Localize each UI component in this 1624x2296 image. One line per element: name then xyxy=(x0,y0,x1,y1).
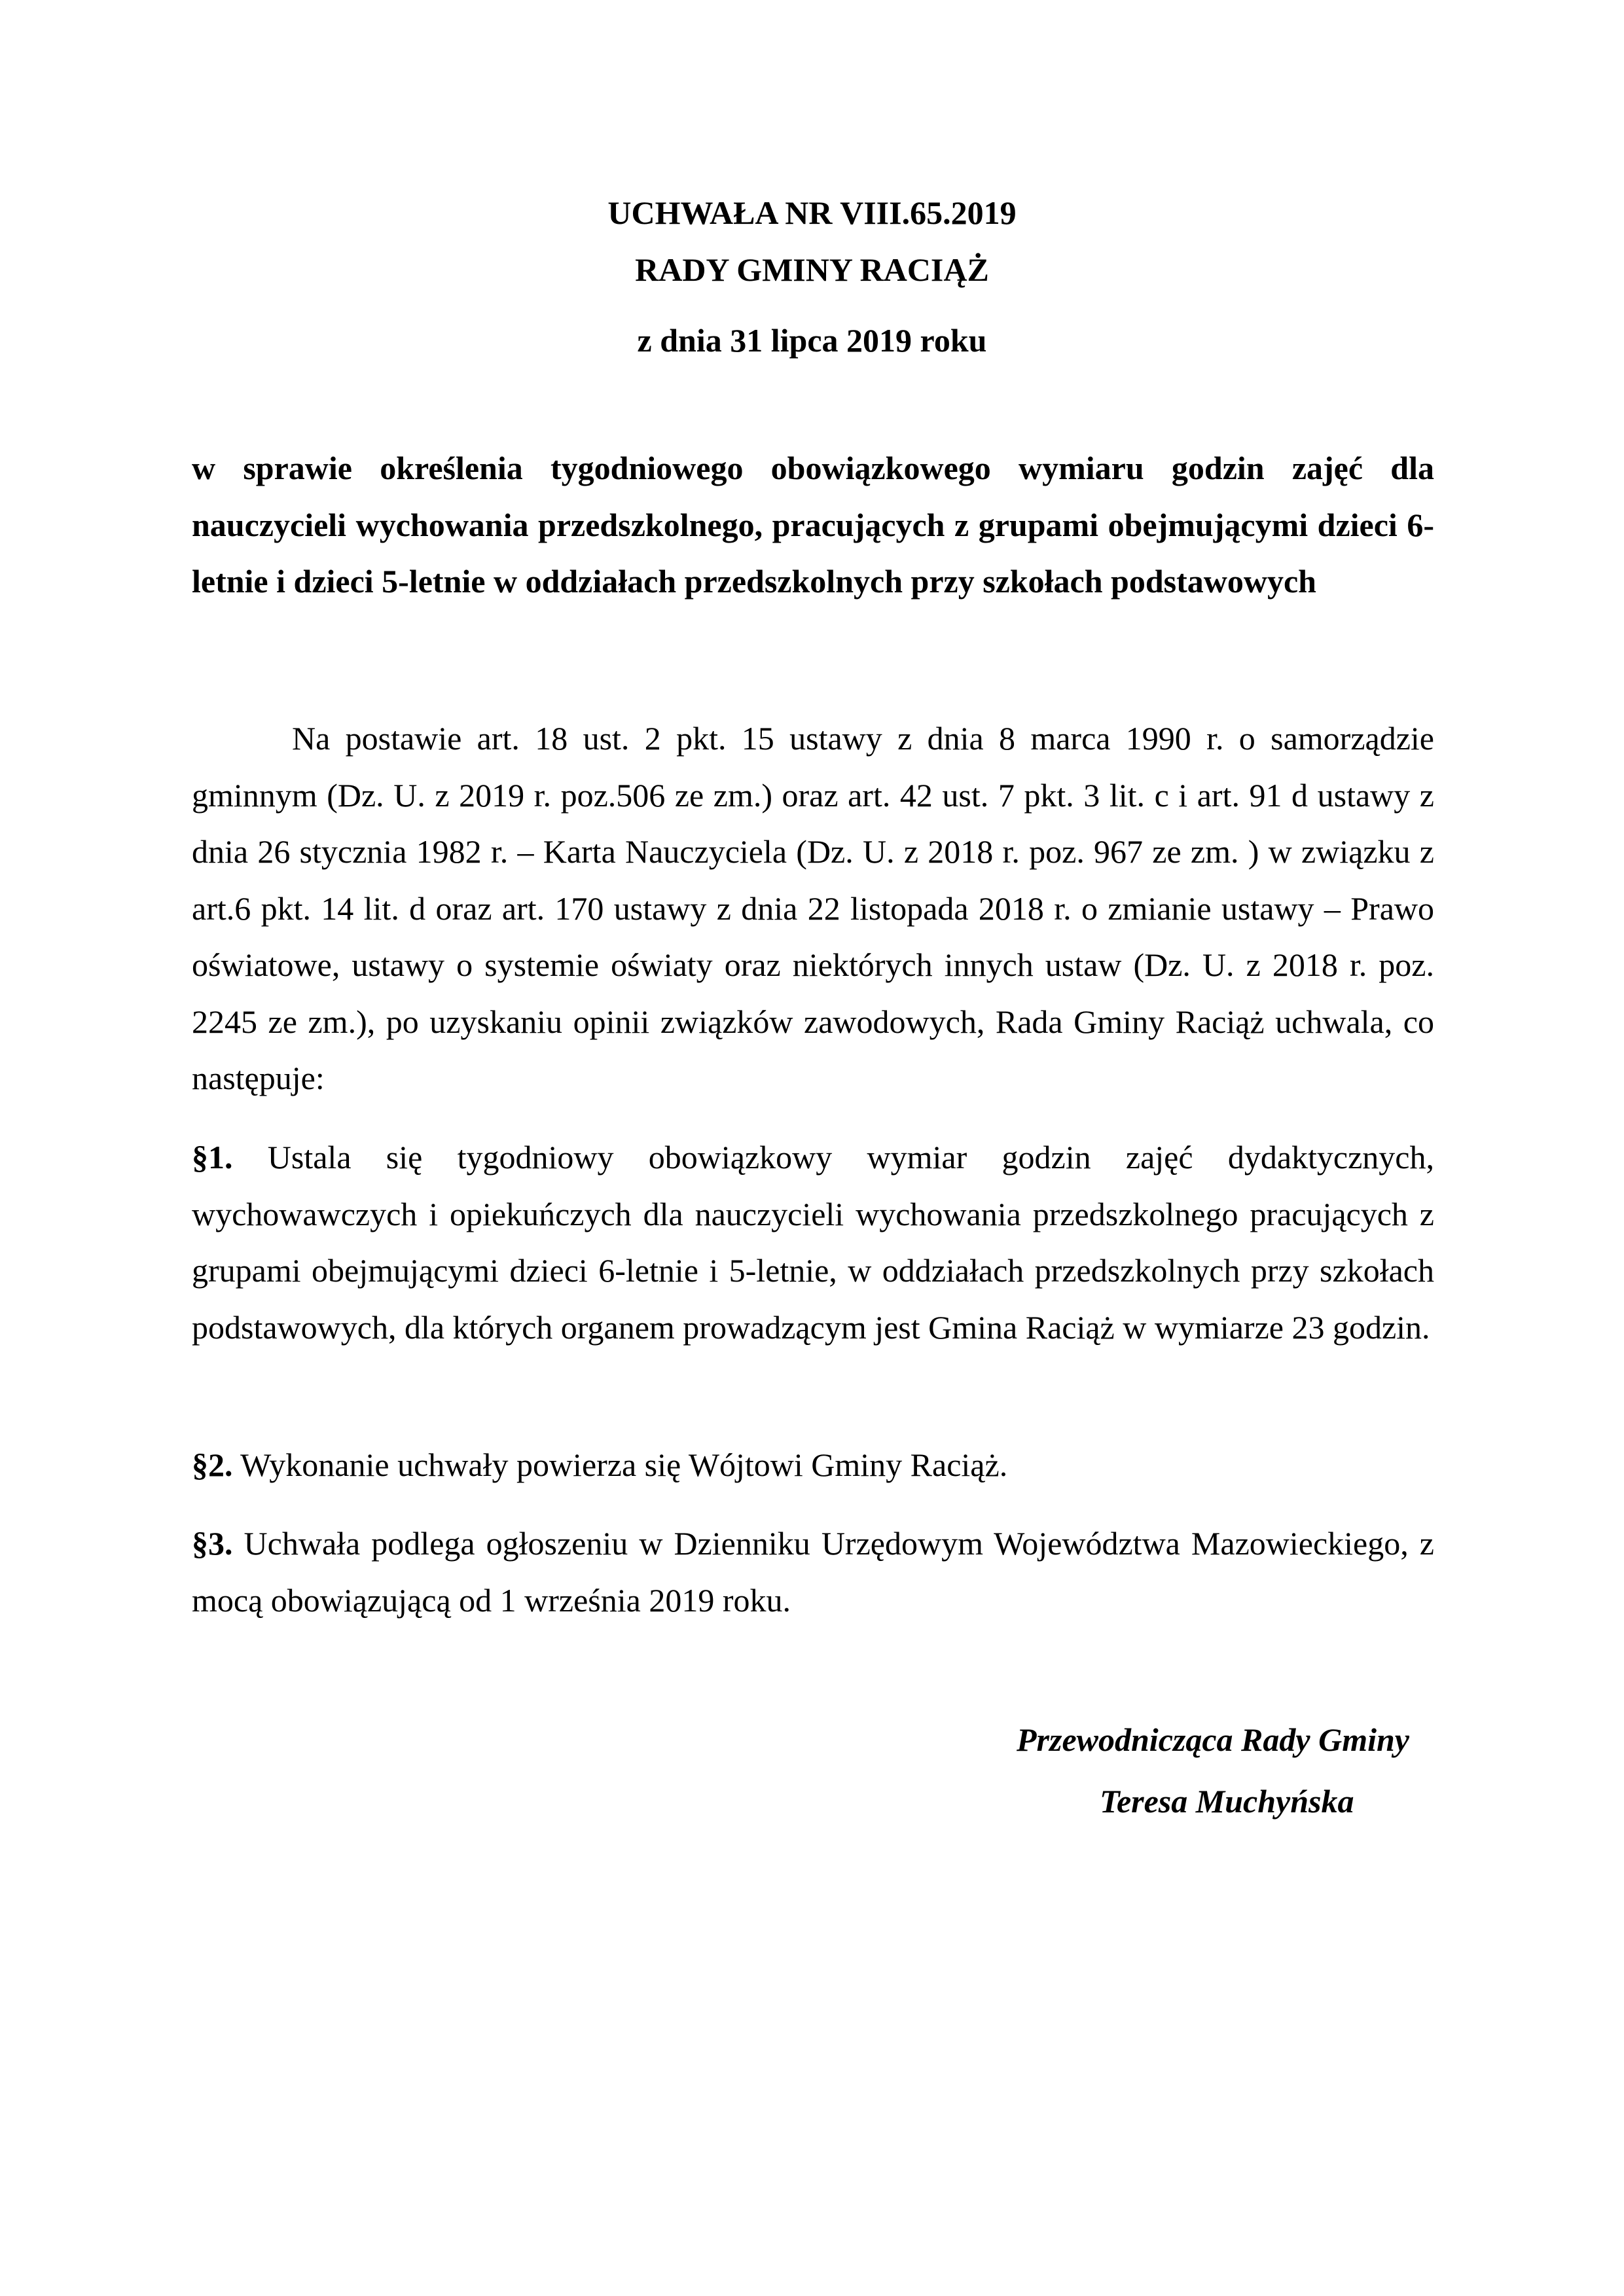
section-1-mark: §1. xyxy=(192,1139,233,1175)
section-3 xyxy=(192,1515,1434,1628)
resolution-number: UCHWAŁA NR VIII.65.2019 xyxy=(607,194,1017,231)
legal-basis-preamble: Na postawie art. 18 ust. 2 pkt. 15 ustawy z dnia 8 marca 1990 r. o samorządzie gminnym (Dz. U. z 2019 r. poz.506 ze zm.) oraz art. 42 ust. 7 pkt. 3 lit. c i art. 91 d ustawy z dnia 26 stycznia 1982 r. – Karta Nauczyciela (Dz. U. z 2018 r. poz. 967 ze zm. ) w związku z art.6 pkt. 14 lit. d oraz art. 170 ustawy z dnia 22 listopada 2018 r. o zmianie ustawy – Prawo oświatowe, ustawy o systemie oświaty oraz niektórych innych ustaw (Dz. U. z 2018 r. poz. 2245 ze zm.), po uzyskaniu opinii związków zawodowych, Rada Gminy Raciąż uchwala, co następuje: xyxy=(192,720,1434,1096)
signatory-title: Przewodnicząca Rady Gminy xyxy=(1017,1721,1409,1758)
section-2-text: Wykonanie uchwały powierza się Wójtowi Gminy Raciąż. xyxy=(232,1446,1008,1483)
section-3-paragraph xyxy=(192,1515,1434,1628)
section-2-paragraph xyxy=(192,1437,1434,1494)
resolution-date: z dnia 31 lipca 2019 roku xyxy=(637,322,987,359)
resolution-subject: w sprawie określenia tygodniowego obowiązkowego wymiaru godzin zajęć dla nauczycieli wychowania przedszkolnego, pracujących z grupami obejmującymi dzieci 6-letnie i dzieci 5-letnie w oddziałach przedszkolnych przy szkołach podstawowych xyxy=(192,450,1434,600)
section-2 xyxy=(192,1437,1434,1494)
issuing-body: RADY GMINY RACIĄŻ xyxy=(635,251,989,288)
section-2-mark: §2. xyxy=(192,1446,233,1483)
signatory-name: Teresa Muchyńska xyxy=(1100,1783,1354,1820)
section-1-paragraph xyxy=(192,1129,1434,1355)
section-1 xyxy=(192,1129,1434,1355)
section-1-text: Ustala się tygodniowy obowiązkowy wymiar godzin zajęć dydaktycznych, wychowawczych i opiekuńczych dla nauczycieli wychowania przedszkolnego pracujących z grupami obejmującymi dzieci 6-letnie i 5-letnie, w oddziałach przedszkolnych przy szkołach podstawowych, dla których organem prowadzącym jest Gmina Raciąż w wymiarze 23 godzin. xyxy=(192,1139,1434,1346)
section-3-text: Uchwała podlega ogłoszeniu w Dzienniku Urzędowym Województwa Mazowieckiego, z mocą obowiązującą od 1 września 2019 roku. xyxy=(192,1525,1434,1619)
section-3-mark: §3. xyxy=(192,1525,233,1562)
preamble-block xyxy=(192,710,1434,1107)
subject-block xyxy=(192,440,1434,610)
